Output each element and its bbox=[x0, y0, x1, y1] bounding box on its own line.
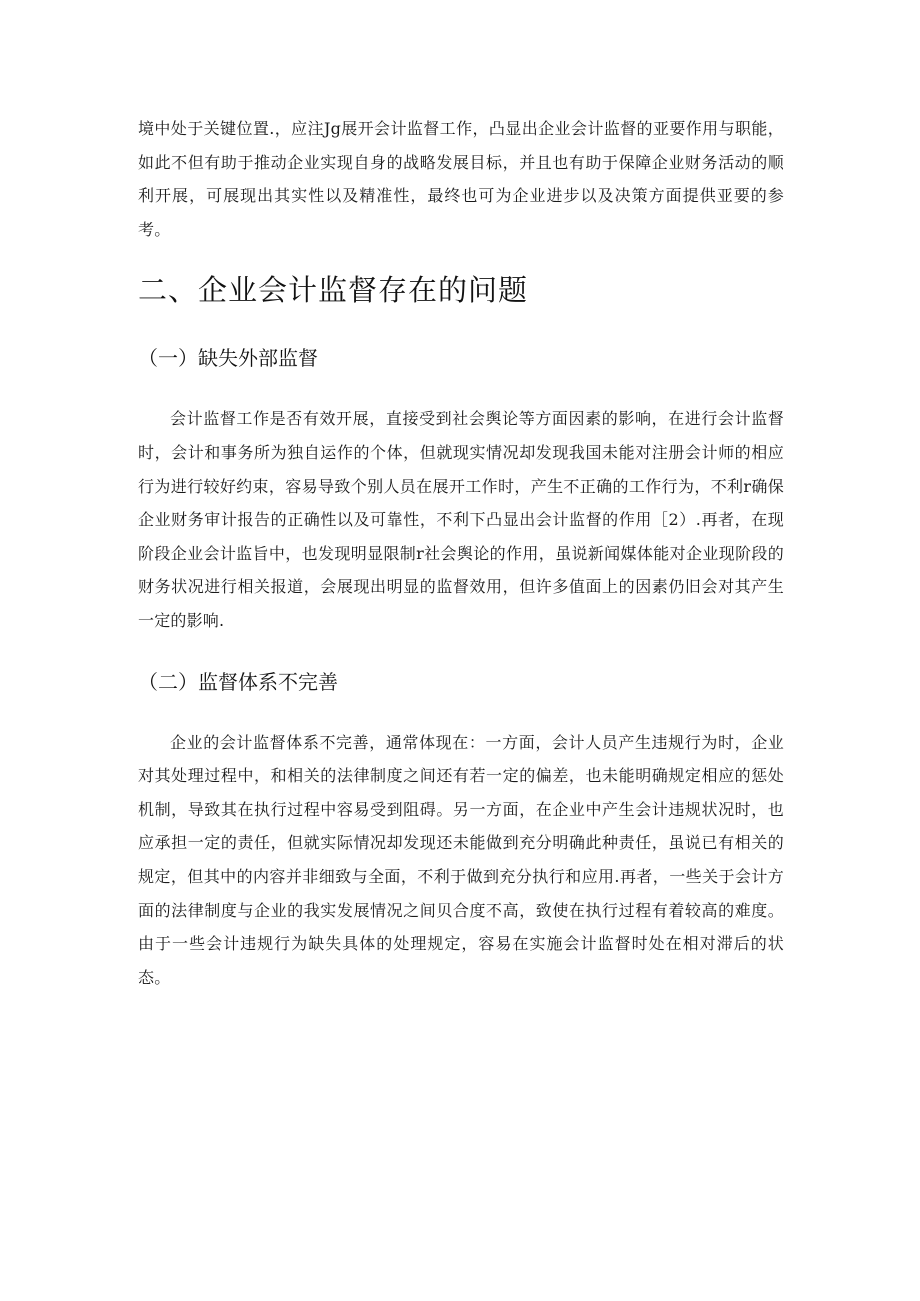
subsection-title-supervision-system: （二）监督体系不完善 bbox=[138, 669, 338, 694]
section-title: 二、企业会计监督存在的问题 bbox=[138, 273, 529, 308]
subsection-title-external-supervision: （一）缺失外部监督 bbox=[138, 346, 318, 371]
subsection-paragraph-supervision-system: 企业的会计监督体系不完善，通常体现在：一方面，会计人员产生违规行为时，企业对其处理过程中，和相关的法律制度之间还有若一定的偏差，也未能明确规定相应的惩处机制，导致其在执行过程中容易受到阻碍。另一方面，在企业中产生会计违规状况时，也应承担一定的责任，但就实际情况却发现还未能做到充分明确此种责任，虽说已有相关的规定，但其中的内容并非细致与全面，不利于做到充分执行和应用.再者，一些关于会计方面的法律制度与企业的我实发展情况之间贝合度不高，致使在执行过程有着较高的难度。由于一些会计违规行为缺失具体的处理规定，容易在实施会计监督时处在相对滞后的状态。 bbox=[138, 732, 784, 987]
subsection-paragraph-external-supervision: 会计监督工作是否有效开展，直接受到社会舆论等方面因素的影响，在进行会计监督时，会计和事务所为独自运作的个体，但就现实情况却发现我国未能对注册会计师的相应行为进行较好约束，容易导致个别人员在展开工作时，产生不正确的工作行为，不利r确保企业财务审计报告的正确性以及可靠性，不利下凸显出会计监督的作用［2）.再者，在现阶段企业会计监旨中，也发现明显限制r社会舆论的作用，虽说新闻媒体能对企业现阶段的财务状况进行相关报道，会展现出明显的监督效用，但许多值面上的因素仍旧会对其产生一定的影响. bbox=[138, 409, 784, 630]
intro-paragraph: 境中处于关键位置.，应注Jg展开会计监督工作，凸显出企业会计监督的亚要作用与职能，如此不但有助于推动企业实现自身的战略发展目标，并且也有助于保障企业财务活动的顺利开展，可展现出其实性以及精准性，最终也可为企业进步以及决策方面提供亚要的参考。 bbox=[138, 119, 784, 239]
document-page bbox=[138, 112, 784, 994]
